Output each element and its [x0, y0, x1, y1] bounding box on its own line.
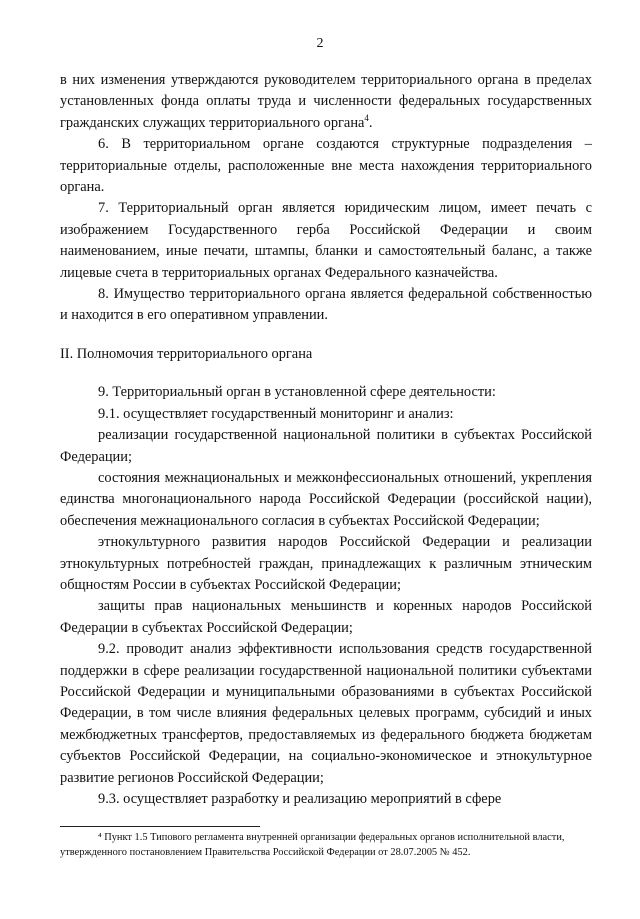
- paragraph-8: 8. Имущество территориального органа является федеральной собственностью и находится в его оперативном управлении.: [60, 286, 592, 324]
- footnote-line-1: ⁴ Пункт 1.5 Типового регламента внутренней организации федеральных органов исполнительной власти,: [98, 832, 565, 843]
- paragraph-9-1-d: защиты прав национальных меньшинств и коренных народов Российской Федерации в субъектах Российской Федерации;: [60, 598, 592, 636]
- paragraph-text: в них изменения утверждаются руководителем территориального органа в пределах установленных фонда оплаты труда и численности федеральных государственных гражданских служащих территориального органа: [60, 72, 592, 131]
- section-heading: II. Полномочия территориального органа: [60, 345, 313, 362]
- paragraph-9: 9. Территориальный орган в установленной сфере деятельности:: [98, 384, 496, 401]
- paragraph-continuation: [60, 70, 592, 134]
- paragraph-9-1: 9.1. осуществляет государственный мониторинг и анализ:: [98, 405, 454, 422]
- paragraph-6: 6. В территориальном органе создаются структурные подразделения – территориальные отделы, расположенные вне места нахождения территориального органа.: [60, 136, 592, 196]
- paragraph-9-1-b: состояния межнациональных и межконфессиональных отношений, укрепления единства многонационального народа Российской Федерации (российской нации), обеспечения межнационального согласия в субъектах Российской Федерации;: [60, 469, 592, 529]
- paragraph-9-1-c: этнокультурного развития народов Российской Федерации и реализации этнокультурных потребностей граждан, принадлежащих к различным этническим общностям России в субъектах Российской Федерации;: [60, 534, 592, 593]
- paragraph-7: 7. Территориальный орган является юридическим лицом, имеет печать с изображением Государственного герба Российской Федерации и своим наименованием, иные печати, штампы, бланки и самостоятельный баланс, а также лицевые счета в территориальных органах Федерального казначейства.: [60, 200, 592, 281]
- footnote-line-2: утвержденного постановлением Правительства Российской Федерации от 28.07.2005 № 452.: [60, 847, 471, 858]
- document-body: [60, 70, 592, 810]
- footnote: [60, 830, 592, 860]
- paragraph-9-2: 9.2. проводит анализ эффективности использования средств государственной поддержки в сфере реализации государственной национальной политики субъектами Российской Федерации и муниципальными образованиями в субъектах Российской Федерации, в том числе влияния федеральных целевых программ, субсидий и иных межбюджетных трансфертов, предоставляемых из федерального бюджета бюджетам субъектов Российской Федерации, на социально-экономическое и этнокультурное развитие регионов Российской Федерации;: [60, 641, 592, 786]
- paragraph-9-1-a: реализации государственной национальной политики в субъектах Российской Федерации;: [60, 427, 592, 465]
- paragraph-9-3: 9.3. осуществляет разработку и реализацию мероприятий в сфере: [98, 791, 502, 807]
- footnote-divider: [60, 826, 260, 827]
- paragraph-end: .: [368, 114, 373, 131]
- footnote-reference[interactable]: 4: [364, 113, 369, 124]
- page-number: 2: [316, 36, 324, 51]
